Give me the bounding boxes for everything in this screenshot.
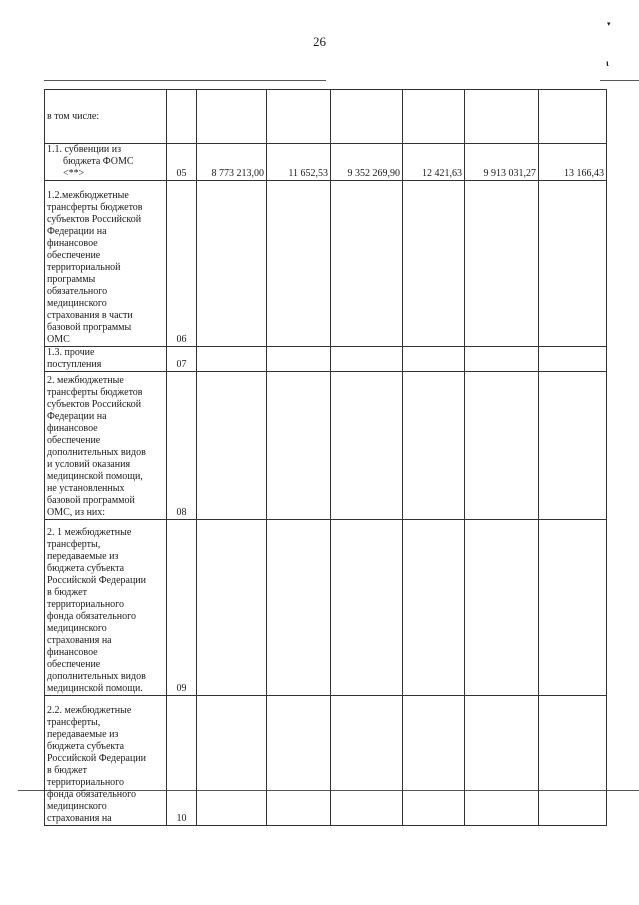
row-label-line: трансферты бюджетов — [47, 202, 143, 213]
row-label-line: территориального — [47, 599, 125, 610]
value-cell — [465, 520, 539, 696]
row-label-line: медицинской помощи. — [47, 683, 143, 694]
row-label — [45, 372, 167, 520]
scan-mark-top: ▾ — [607, 20, 611, 28]
value-cell — [403, 347, 465, 372]
row-label — [45, 696, 167, 826]
table-row — [45, 90, 607, 144]
row-label-line: медицинского — [47, 801, 107, 812]
row-label-line: бюджета субъекта — [47, 563, 125, 574]
value-cell — [267, 181, 331, 347]
scan-mark-second: ɩ — [606, 58, 609, 68]
row-label-line: не установленных — [47, 483, 125, 494]
row-code: 09 — [167, 520, 197, 696]
row-label-line: медицинского — [47, 623, 107, 634]
value-cell — [539, 181, 607, 347]
scan-line-top — [44, 80, 326, 81]
row-code: 08 — [167, 372, 197, 520]
row-label-line: в бюджет — [47, 587, 87, 598]
value-cell — [267, 347, 331, 372]
row-label-line: ОМС, из них: — [47, 507, 106, 518]
value-cell — [197, 696, 267, 826]
value-cell — [465, 347, 539, 372]
value-cell — [403, 520, 465, 696]
row-label-line: 1.1. субвенции из — [47, 144, 122, 155]
row-label — [45, 520, 167, 696]
value-cell — [539, 90, 607, 144]
row-label — [45, 347, 167, 372]
row-label-line: ОМС — [47, 334, 70, 345]
row-label-line: 2.2. межбюджетные — [47, 705, 132, 716]
value-cell — [267, 696, 331, 826]
value-cell — [539, 520, 607, 696]
row-code: 06 — [167, 181, 197, 347]
row-label-line: субъектов Российской — [47, 214, 142, 225]
value-cell: 12 421,63 — [403, 144, 465, 181]
row-label — [45, 144, 167, 181]
row-label-line: фонда обязательного — [47, 611, 136, 622]
row-label-line: программы — [47, 274, 96, 285]
value-cell — [197, 181, 267, 347]
row-label-line: 2. межбюджетные — [47, 375, 124, 386]
row-label-line: трансферты бюджетов — [47, 387, 143, 398]
value-cell — [331, 181, 403, 347]
value-cell: 9 913 031,27 — [465, 144, 539, 181]
table-row — [45, 181, 607, 347]
row-label-line: передаваемые из — [47, 551, 119, 562]
row-label-line: базовой программы — [47, 322, 132, 333]
value-cell — [197, 90, 267, 144]
value-cell — [267, 90, 331, 144]
table-row — [45, 372, 607, 520]
row-label-line: Российской Федерации — [47, 575, 147, 586]
row-label-line: субъектов Российской — [47, 399, 142, 410]
value-cell — [197, 520, 267, 696]
value-cell: 9 352 269,90 — [331, 144, 403, 181]
value-cell — [539, 696, 607, 826]
value-cell — [331, 372, 403, 520]
row-label-line: страхования в части — [47, 310, 133, 321]
row-label-line: обеспечение — [47, 659, 101, 670]
value-cell — [331, 90, 403, 144]
row-label-line: обязательного — [47, 286, 108, 297]
row-label-line: Федерации на — [47, 411, 107, 422]
row-label-line: обеспечение — [47, 435, 101, 446]
row-label-line: территориального — [47, 777, 125, 788]
row-label-line: бюджета ФОМС — [63, 156, 134, 167]
row-label-line: Федерации на — [47, 226, 107, 237]
row-label-line: передаваемые из — [47, 729, 119, 740]
row-label-line: 1.3. прочие — [47, 347, 95, 358]
value-cell: 8 773 213,00 — [197, 144, 267, 181]
value-cell — [465, 181, 539, 347]
scan-line-top-right — [600, 80, 639, 81]
row-code — [167, 90, 197, 144]
value-cell — [267, 520, 331, 696]
value-cell — [403, 181, 465, 347]
row-label-line: трансферты, — [47, 717, 101, 728]
value-cell — [465, 90, 539, 144]
row-label-line: фонда обязательного — [47, 789, 136, 800]
row-label-line: Российской Федерации — [47, 753, 147, 764]
row-label — [45, 90, 167, 144]
row-label-line: 2. 1 межбюджетные — [47, 527, 132, 538]
row-label-line: бюджета субъекта — [47, 741, 125, 752]
table-row — [45, 520, 607, 696]
value-cell — [403, 372, 465, 520]
row-label-line: медицинского — [47, 298, 107, 309]
value-cell — [331, 696, 403, 826]
value-cell — [465, 372, 539, 520]
value-cell — [331, 347, 403, 372]
value-cell: 11 652,53 — [267, 144, 331, 181]
value-cell — [403, 696, 465, 826]
row-label-line: базовой программой — [47, 495, 135, 506]
page-number: 26 — [313, 34, 326, 49]
value-cell — [465, 696, 539, 826]
row-label-line: <**> — [63, 168, 85, 179]
row-label-line: обеспечение — [47, 250, 101, 261]
row-label-line: финансовое — [47, 238, 98, 249]
row-label-line: поступления — [47, 359, 102, 370]
row-label-line: в бюджет — [47, 765, 87, 776]
value-cell — [197, 347, 267, 372]
row-label-line: страхования на — [47, 813, 112, 824]
row-code: 07 — [167, 347, 197, 372]
row-label-line: финансовое — [47, 647, 98, 658]
row-label — [45, 181, 167, 347]
table-row — [45, 696, 607, 826]
row-label-line: дополнительных видов — [47, 671, 146, 682]
row-label-line: трансферты, — [47, 539, 101, 550]
report-table — [44, 89, 607, 826]
row-label-line: финансовое — [47, 423, 98, 434]
value-cell: 13 166,43 — [539, 144, 607, 181]
row-label-line: в том числе: — [47, 110, 100, 122]
value-cell — [331, 520, 403, 696]
value-cell — [403, 90, 465, 144]
row-label-line: территориальной — [47, 262, 121, 273]
value-cell — [539, 372, 607, 520]
row-label-line: страхования на — [47, 635, 112, 646]
table-row — [45, 347, 607, 372]
row-label-line: медицинской помощи, — [47, 471, 143, 482]
value-cell — [267, 372, 331, 520]
row-code: 05 — [167, 144, 197, 181]
value-cell — [539, 347, 607, 372]
row-label-line: дополнительных видов — [47, 447, 146, 458]
value-cell — [197, 372, 267, 520]
row-code: 10 — [167, 696, 197, 826]
row-label-line: и условий оказания — [47, 459, 131, 470]
table-row — [45, 144, 607, 181]
row-label-line: 1.2.межбюджетные — [47, 190, 129, 201]
